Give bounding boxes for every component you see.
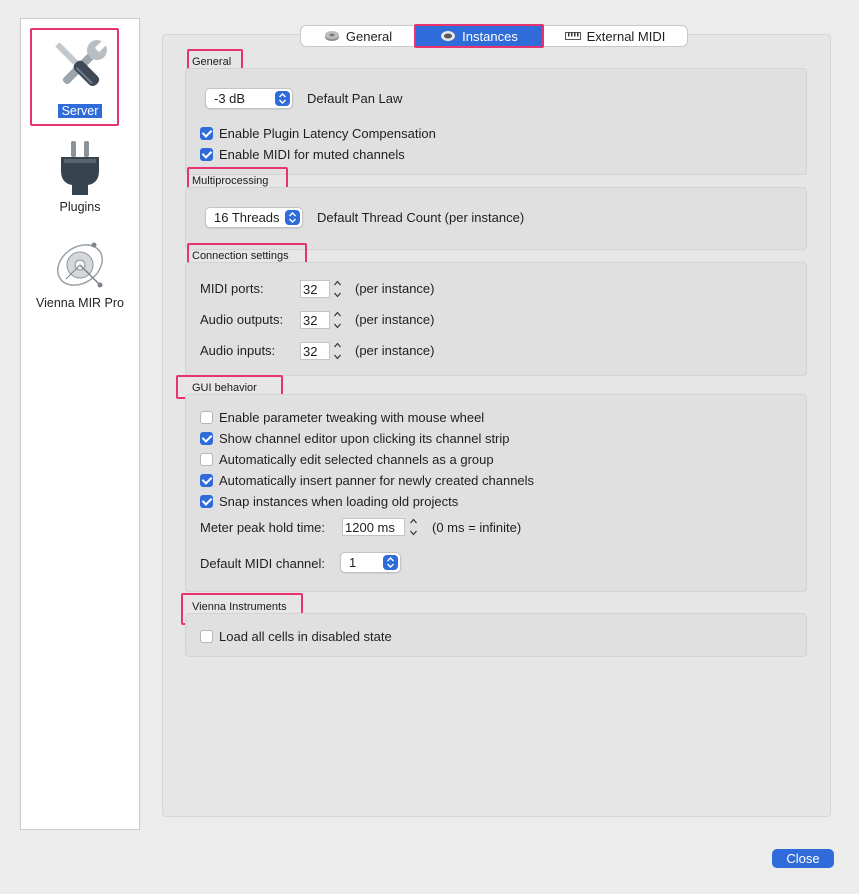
latency-compensation-checkbox[interactable] — [200, 127, 213, 140]
group-title-general: General — [192, 56, 232, 68]
audio-outputs-field[interactable]: 32 — [300, 311, 330, 329]
channel-editor-label: Show channel editor upon clicking its channel strip — [219, 431, 510, 446]
gui-option-snap-instances[interactable] — [200, 494, 458, 509]
mouse-wheel-label: Enable parameter tweaking with mouse wheel — [219, 410, 485, 425]
group-title-vienna: Vienna Instruments — [192, 601, 287, 613]
sidebar-item-vienna-mir-pro[interactable] — [21, 233, 139, 310]
audio-inputs-suffix-text: (per instance) — [355, 343, 435, 358]
midi-ports-field[interactable]: 32 — [300, 280, 330, 298]
midi-ports-label — [200, 281, 264, 296]
snap-instances-checkbox[interactable] — [200, 495, 213, 508]
audio-inputs-field[interactable]: 32 — [300, 342, 330, 360]
sidebar-item-plugins[interactable] — [21, 137, 139, 214]
peak-hold-field[interactable]: 1200 ms — [342, 518, 405, 536]
mir-pro-icon — [50, 233, 110, 295]
midi-channel-select[interactable] — [340, 552, 401, 573]
highlight-instances-tab — [414, 24, 544, 48]
snap-instances-label: Snap instances when loading old projects — [219, 494, 459, 509]
mouse-wheel-checkbox[interactable] — [200, 411, 213, 424]
peak-hold-stepper[interactable] — [408, 517, 419, 537]
tab-label: Instances — [462, 28, 518, 44]
thread-count-label — [317, 210, 524, 225]
sidebar-item-label: Plugins — [59, 200, 101, 214]
highlight-server — [30, 28, 119, 126]
peak-hold-label-text: Meter peak hold time: — [200, 520, 326, 535]
pan-law-label-text: Default Pan Law — [307, 91, 403, 106]
audio-outputs-stepper[interactable] — [332, 310, 343, 330]
pan-law-select[interactable] — [205, 88, 293, 109]
midi-channel-value: 1 — [349, 555, 357, 570]
gui-option-channel-editor[interactable] — [200, 431, 510, 446]
sidebar-item-label: Vienna MIR Pro — [35, 296, 124, 310]
audio-outputs-label — [200, 312, 283, 327]
keyboard-icon — [565, 31, 581, 41]
audio-inputs-label — [200, 343, 275, 358]
tab-general[interactable] — [301, 26, 415, 46]
sidebar — [20, 18, 140, 830]
insert-panner-checkbox[interactable] — [200, 474, 213, 487]
gear-icon — [324, 30, 340, 42]
audio-inputs-label-text: Audio inputs: — [200, 343, 276, 358]
chevron-updown-icon — [275, 91, 290, 106]
tab-external-midi[interactable] — [543, 26, 687, 46]
group-title-multiprocessing: Multiprocessing — [192, 175, 269, 187]
audio-outputs-label-text: Audio outputs: — [200, 312, 284, 327]
thread-count-select[interactable] — [205, 207, 303, 228]
chevron-updown-icon — [383, 555, 398, 570]
gui-option-insert-panner[interactable] — [200, 473, 534, 488]
midi-ports-suffix — [355, 281, 434, 296]
peak-hold-hint — [432, 520, 521, 535]
midi-muted-label: Enable MIDI for muted channels — [219, 147, 405, 162]
chevron-updown-icon — [285, 210, 300, 225]
peak-hold-label — [200, 520, 325, 535]
midi-ports-stepper[interactable] — [332, 279, 343, 299]
latency-compensation-label: Enable Plugin Latency Compensation — [219, 126, 436, 141]
load-disabled-label: Load all cells in disabled state — [219, 629, 392, 644]
audio-outputs-suffix — [355, 312, 434, 327]
midi-channel-label-text: Default MIDI channel: — [200, 556, 326, 571]
tab-label: External MIDI — [586, 28, 666, 44]
plug-icon — [55, 137, 105, 199]
gui-option-edit-group[interactable] — [200, 452, 494, 467]
gui-option-mouse-wheel[interactable] — [200, 410, 484, 425]
thread-count-label-text: Default Thread Count (per instance) — [317, 210, 525, 225]
load-disabled-checkbox[interactable] — [200, 630, 213, 643]
sidebar-item-label: Server — [58, 104, 103, 118]
close-button[interactable]: Close — [772, 849, 834, 868]
audio-outputs-suffix-text: (per instance) — [355, 312, 435, 327]
channel-editor-checkbox[interactable] — [200, 432, 213, 445]
midi-muted-checkbox[interactable] — [200, 148, 213, 161]
group-title-gui: GUI behavior — [192, 382, 257, 394]
edit-group-checkbox[interactable] — [200, 453, 213, 466]
stepper-arrows-icon — [333, 279, 342, 299]
insert-panner-label: Automatically insert panner for newly created channels — [219, 473, 535, 488]
stepper-arrows-icon — [333, 310, 342, 330]
midi-ports-suffix-text: (per instance) — [355, 281, 435, 296]
peak-hold-hint-text: (0 ms = infinite) — [432, 520, 522, 535]
thread-count-value: 16 Threads — [214, 210, 280, 225]
latency-compensation-option[interactable] — [200, 126, 436, 141]
tab-label: General — [345, 28, 393, 44]
midi-ports-label-text: MIDI ports: — [200, 281, 264, 296]
pan-law-value: -3 dB — [214, 91, 246, 106]
edit-group-label: Automatically edit selected channels as a group — [219, 452, 494, 467]
load-disabled-option[interactable] — [200, 629, 392, 644]
group-title-connection: Connection settings — [192, 250, 289, 262]
stepper-arrows-icon — [333, 341, 342, 361]
stepper-arrows-icon — [409, 517, 418, 537]
pan-law-label — [307, 91, 402, 106]
audio-inputs-stepper[interactable] — [332, 341, 343, 361]
midi-channel-label — [200, 556, 325, 571]
midi-muted-option[interactable] — [200, 147, 405, 162]
audio-inputs-suffix — [355, 343, 434, 358]
